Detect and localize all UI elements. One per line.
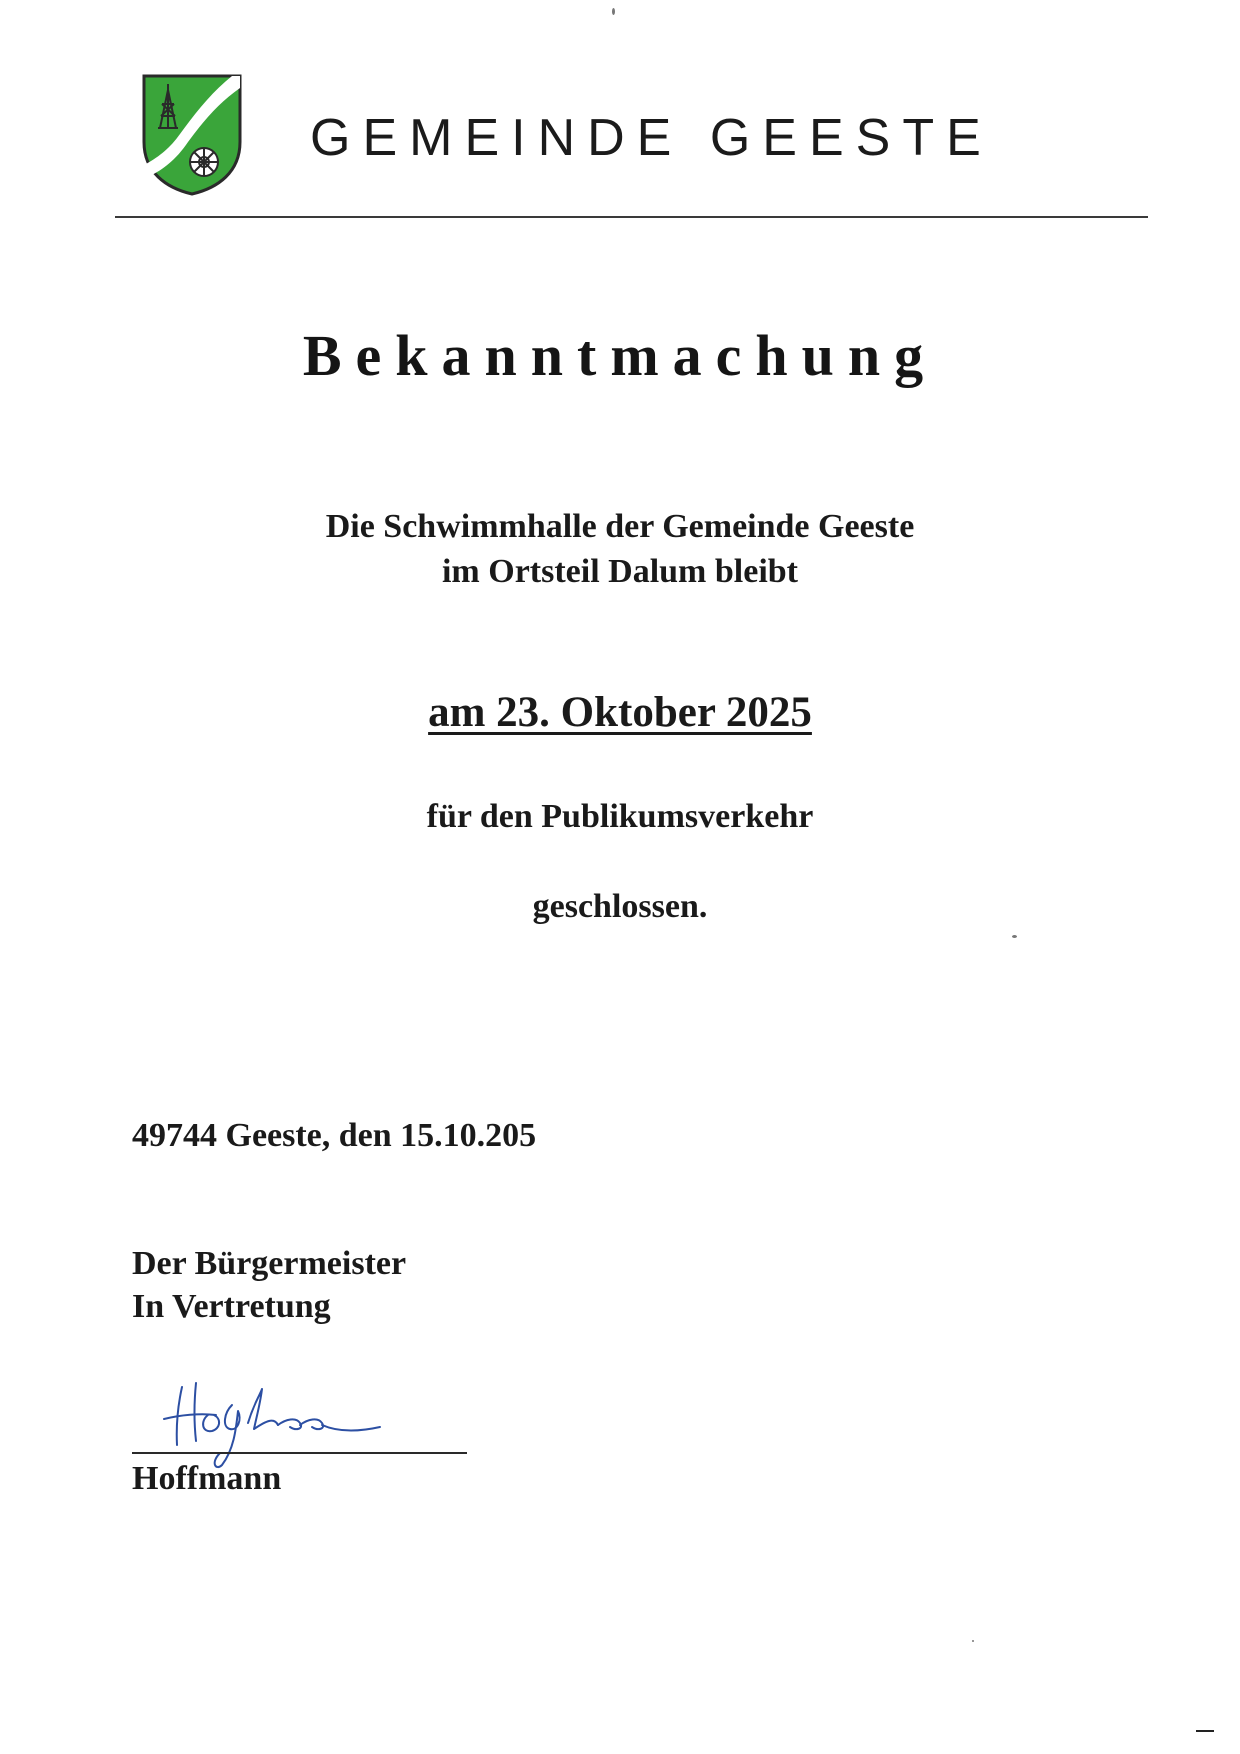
scan-edge-mark bbox=[1196, 1730, 1214, 1732]
place-and-date: 49744 Geeste, den 15.10.205 bbox=[132, 1117, 537, 1154]
organization-name: GEMEINDE GEESTE bbox=[310, 109, 993, 167]
signature-line bbox=[132, 1452, 467, 1454]
scan-speck bbox=[972, 1640, 974, 1642]
notice-line-2: im Ortsteil Dalum bleibt bbox=[441, 553, 799, 590]
scan-speck bbox=[612, 8, 615, 15]
document-title: Bekanntmachung bbox=[302, 323, 938, 388]
signatory-role: Der Bürgermeister bbox=[132, 1245, 407, 1282]
coat-of-arms-icon bbox=[140, 72, 244, 196]
header-divider bbox=[115, 216, 1148, 218]
notice-line-1: Die Schwimmhalle der Gemeinde Geeste bbox=[325, 508, 915, 545]
scan-speck bbox=[1012, 935, 1017, 938]
signer-name: Hoffmann bbox=[132, 1460, 282, 1497]
signatory-capacity: In Vertretung bbox=[132, 1288, 331, 1325]
notice-line-3: für den Publikumsverkehr bbox=[426, 798, 814, 835]
closure-date-text: am 23. Oktober 2025 bbox=[428, 689, 812, 736]
notice-line-4: geschlossen. bbox=[532, 888, 708, 925]
signature-icon bbox=[150, 1375, 390, 1470]
closure-date bbox=[0, 688, 1240, 737]
